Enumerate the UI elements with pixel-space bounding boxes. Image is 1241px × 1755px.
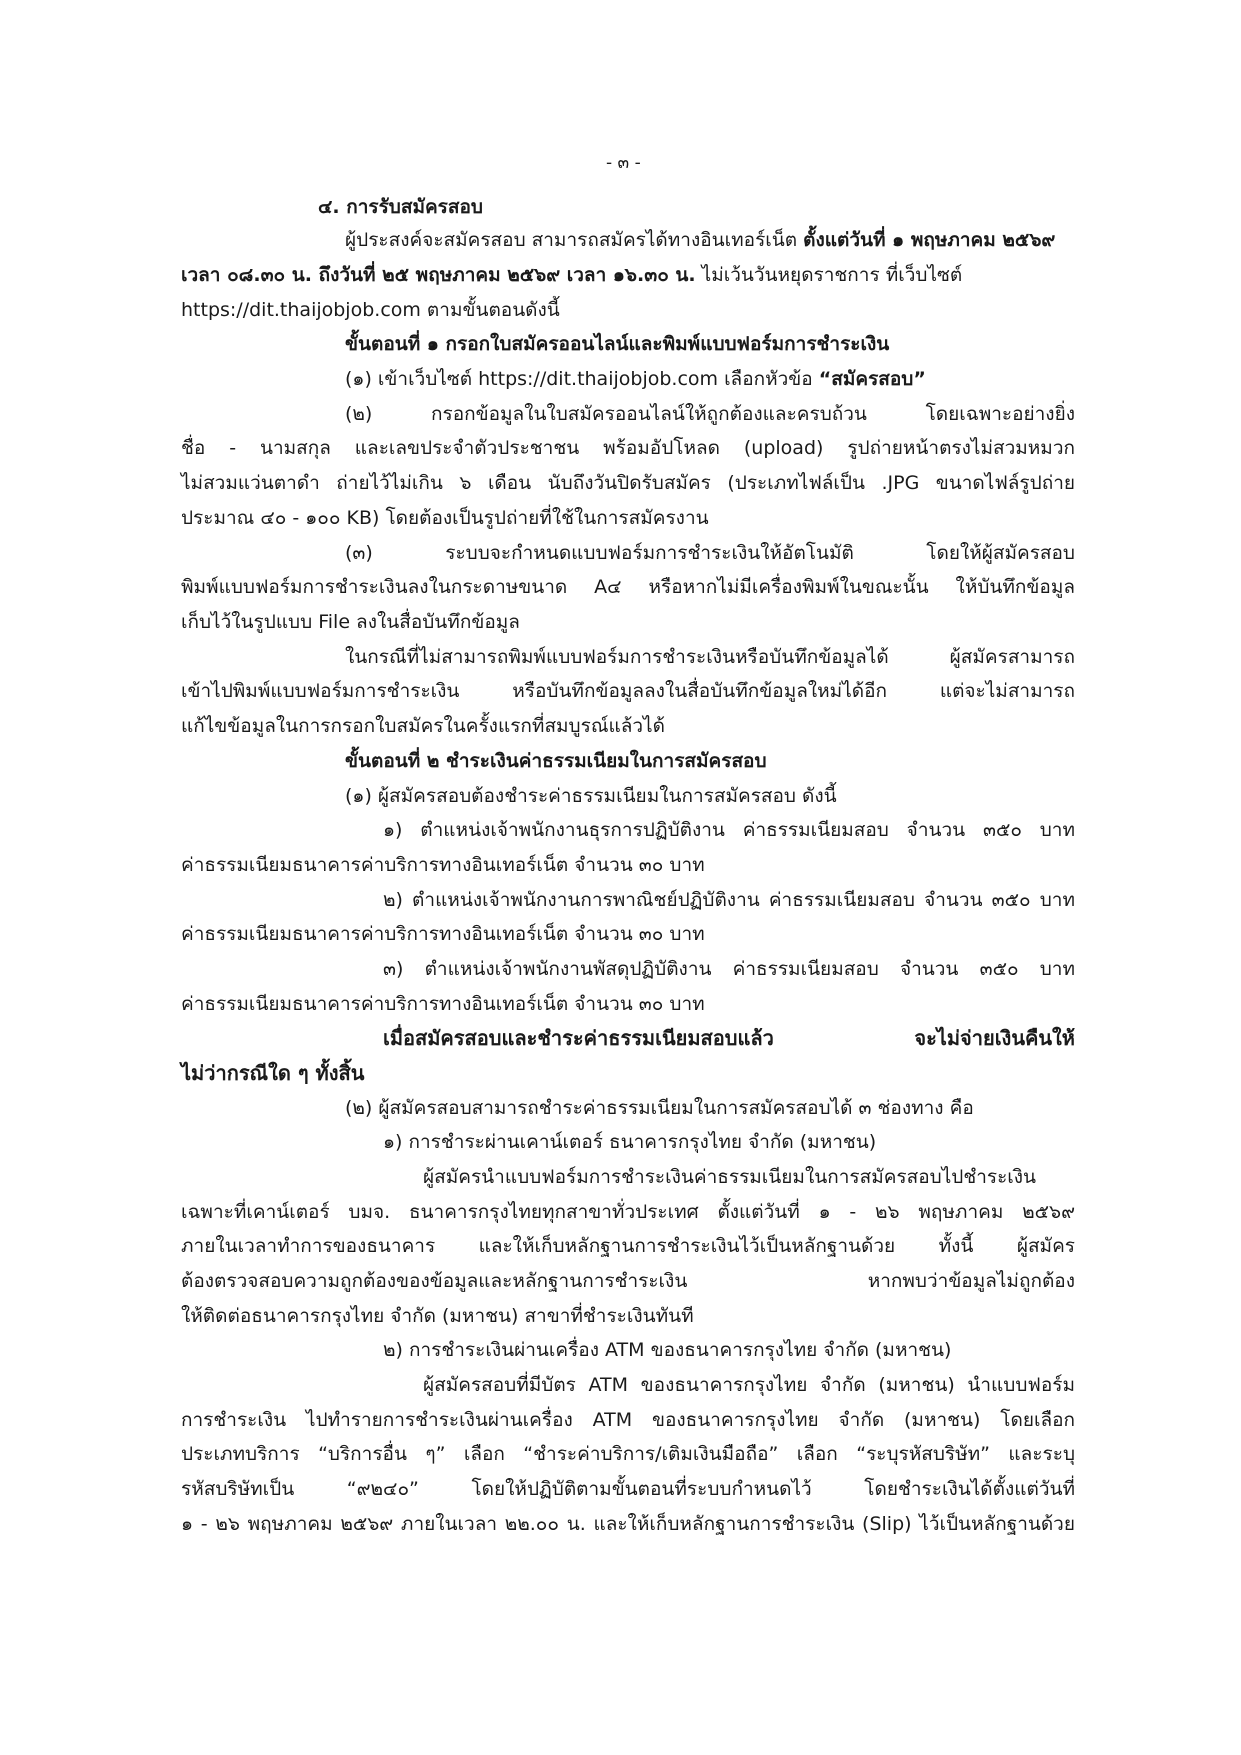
intro-text: ไม่เว้นวันหยุดราชการ ที่เว็บไซต์ <box>695 264 963 286</box>
channel2-line: ประเภทบริการ “บริการอื่น ๆ” เลือก “ชำระค่าบริการ/เติมเงินมือถือ” เลือก “ระบุรหัสบริษัท” และระบุ <box>181 1443 1075 1465</box>
fee-bank-line: ค่าธรรมเนียมธนาคารค่าบริการทางอินเทอร์เน็ต จำนวน ๓๐ บาท <box>181 993 705 1015</box>
step1-item2-line: (๒) กรอกข้อมูลในใบสมัครออนไลน์ให้ถูกต้องและครบถ้วน โดยเฉพาะอย่างยิ่ง <box>345 403 1075 425</box>
step1-item2-line: ชื่อ - นามสกุล และเลขประจำตัวประชาชน พร้อมอัปโหลด (upload) รูปถ่ายหน้าตรงไม่สวมหมวก <box>181 437 1075 459</box>
channel1-line: เฉพาะที่เคาน์เตอร์ บมจ. ธนาคารกรุงไทยทุกสาขาทั่วประเทศ ตั้งแต่วันที่ ๑ - ๒๖ พฤษภาคม ๒๕๖๙ <box>181 1201 1075 1223</box>
channel1-line: ภายในเวลาทำการของธนาคาร และให้เก็บหลักฐานการชำระเงินไว้เป็นหลักฐานด้วย ทั้งนี้ ผู้สมัคร <box>181 1235 1075 1257</box>
intro-text: ผู้ประสงค์จะสมัครสอบ สามารถสมัครได้ทางอินเทอร์เน็ต <box>345 229 804 251</box>
intro-date-start: ตั้งแต่วันที่ ๑ พฤษภาคม ๒๕๖๙ <box>803 229 1056 251</box>
intro-line-1 <box>345 223 1055 258</box>
page-number: - ๓ - <box>606 153 641 173</box>
step1-item1-menu-name: “สมัครสอบ” <box>818 368 926 390</box>
step1-item3-line: พิมพ์แบบฟอร์มการชำระเงินลงในกระดาษขนาด A๔ หรือหากไม่มีเครื่องพิมพ์ในขณะนั้น ให้บันทึกข้อมูล <box>181 576 1075 598</box>
channel2-title: ๒) การชำระเงินผ่านเครื่อง ATM ของธนาคารกรุงไทย จำกัด (มหาชน) <box>383 1339 952 1361</box>
step1-item1 <box>345 362 926 397</box>
fee-position-line: ๑) ตำแหน่งเจ้าพนักงานธุรการปฏิบัติงาน ค่าธรรมเนียมสอบ จำนวน ๓๕๐ บาท <box>383 819 1075 841</box>
channel1-line: ผู้สมัครนำแบบฟอร์มการชำระเงินค่าธรรมเนียมในการสมัครสอบไปชำระเงิน <box>423 1166 1037 1188</box>
section-heading: ๔. การรับสมัครสอบ <box>318 196 483 218</box>
fee-position-line: ๒) ตำแหน่งเจ้าพนักงานการพาณิชย์ปฏิบัติงาน ค่าธรรมเนียมสอบ จำนวน ๓๕๐ บาท <box>383 889 1075 911</box>
fee-bank-line: ค่าธรรมเนียมธนาคารค่าบริการทางอินเทอร์เน็ต จำนวน ๓๐ บาท <box>181 923 705 945</box>
channel2-line: ผู้สมัครสอบที่มีบัตร ATM ของธนาคารกรุงไทย จำกัด (มหาชน) นำแบบฟอร์ม <box>423 1374 1075 1396</box>
fee-position-line: ๓) ตำแหน่งเจ้าพนักงานพัสดุปฏิบัติงาน ค่าธรรมเนียมสอบ จำนวน ๓๕๐ บาท <box>383 958 1075 980</box>
step1-note-line: เข้าไปพิมพ์แบบฟอร์มการชำระเงิน หรือบันทึกข้อมูลลงในสื่อบันทึกข้อมูลใหม่ได้อีก แต่จะไม่สามารถ <box>181 680 1075 702</box>
step2-channels-intro: (๒) ผู้สมัครสอบสามารถชำระค่าธรรมเนียมในการสมัครสอบได้ ๓ ช่องทาง คือ <box>345 1097 974 1119</box>
no-refund-line: ไม่ว่ากรณีใด ๆ ทั้งสิ้น <box>181 1061 365 1085</box>
step1-item2-line: ประมาณ ๔๐ - ๑๐๐ KB) โดยต้องเป็นรูปถ่ายที่ใช้ในการสมัครงาน <box>181 507 709 529</box>
intro-line-2 <box>181 258 962 293</box>
channel2-line: รหัสบริษัทเป็น “๙๒๔๐” โดยให้ปฏิบัติตามขั้นตอนที่ระบบกำหนดไว้ โดยชำระเงินได้ตั้งแต่วันที่ <box>181 1478 1075 1500</box>
step1-item3-line: (๓) ระบบจะกำหนดแบบฟอร์มการชำระเงินให้อัตโนมัติ โดยให้ผู้สมัครสอบ <box>345 542 1075 564</box>
intro-date-range: เวลา ๐๘.๓๐ น. ถึงวันที่ ๒๕ พฤษภาคม ๒๕๖๙ เวลา ๑๖.๓๐ น. <box>181 264 696 286</box>
channel2-line: การชำระเงิน ไปทำรายการชำระเงินผ่านเครื่อง ATM ของธนาคารกรุงไทย จำกัด (มหาชน) โดยเลือก <box>181 1409 1075 1431</box>
channel1-line: ต้องตรวจสอบความถูกต้องของข้อมูลและหลักฐานการชำระเงิน หากพบว่าข้อมูลไม่ถูกต้อง <box>181 1270 1075 1292</box>
step1-item1-text: (๑) เข้าเว็บไซต์ https://dit.thaijobjob.com เลือกหัวข้อ <box>345 368 819 390</box>
step1-item2-line: ไม่สวมแว่นตาดำ ถ่ายไว้ไม่เกิน ๖ เดือน นับถึงวันปิดรับสมัคร (ประเภทไฟล์เป็น .JPG ขนาดไฟล์รูปถ่าย <box>181 472 1075 494</box>
step2-fee-intro: (๑) ผู้สมัครสอบต้องชำระค่าธรรมเนียมในการสมัครสอบ ดังนี้ <box>345 785 837 807</box>
intro-line-3: https://dit.thaijobjob.com ตามขั้นตอนดังนี้ <box>181 299 560 321</box>
step1-note-line: ในกรณีที่ไม่สามารถพิมพ์แบบฟอร์มการชำระเงินหรือบันทึกข้อมูลได้ ผู้สมัครสามารถ <box>345 646 1075 668</box>
channel1-title: ๑) การชำระผ่านเคาน์เตอร์ ธนาคารกรุงไทย จำกัด (มหาชน) <box>383 1131 877 1153</box>
step1-title: ขั้นตอนที่ ๑ กรอกใบสมัครออนไลน์และพิมพ์แบบฟอร์มการชำระเงิน <box>345 333 890 355</box>
channel2-line: ๑ - ๒๖ พฤษภาคม ๒๕๖๙ ภายในเวลา ๒๒.๐๐ น. และให้เก็บหลักฐานการชำระเงิน (Slip) ไว้เป็นหลักฐานด้วย <box>181 1513 1075 1535</box>
step1-note-line: แก้ไขข้อมูลในการกรอกใบสมัครในครั้งแรกที่สมบูรณ์แล้วได้ <box>181 715 665 737</box>
step2-title: ขั้นตอนที่ ๒ ชำระเงินค่าธรรมเนียมในการสมัครสอบ <box>345 750 767 772</box>
channel1-line: ให้ติดต่อธนาคารกรุงไทย จำกัด (มหาชน) สาขาที่ชำระเงินทันที <box>181 1305 694 1327</box>
step1-item3-line: เก็บไว้ในรูปแบบ File ลงในสื่อบันทึกข้อมูล <box>181 611 520 633</box>
no-refund-line: เมื่อสมัครสอบและชำระค่าธรรมเนียมสอบแล้ว จะไม่จ่ายเงินคืนให้ <box>383 1026 1075 1050</box>
fee-bank-line: ค่าธรรมเนียมธนาคารค่าบริการทางอินเทอร์เน็ต จำนวน ๓๐ บาท <box>181 854 705 876</box>
